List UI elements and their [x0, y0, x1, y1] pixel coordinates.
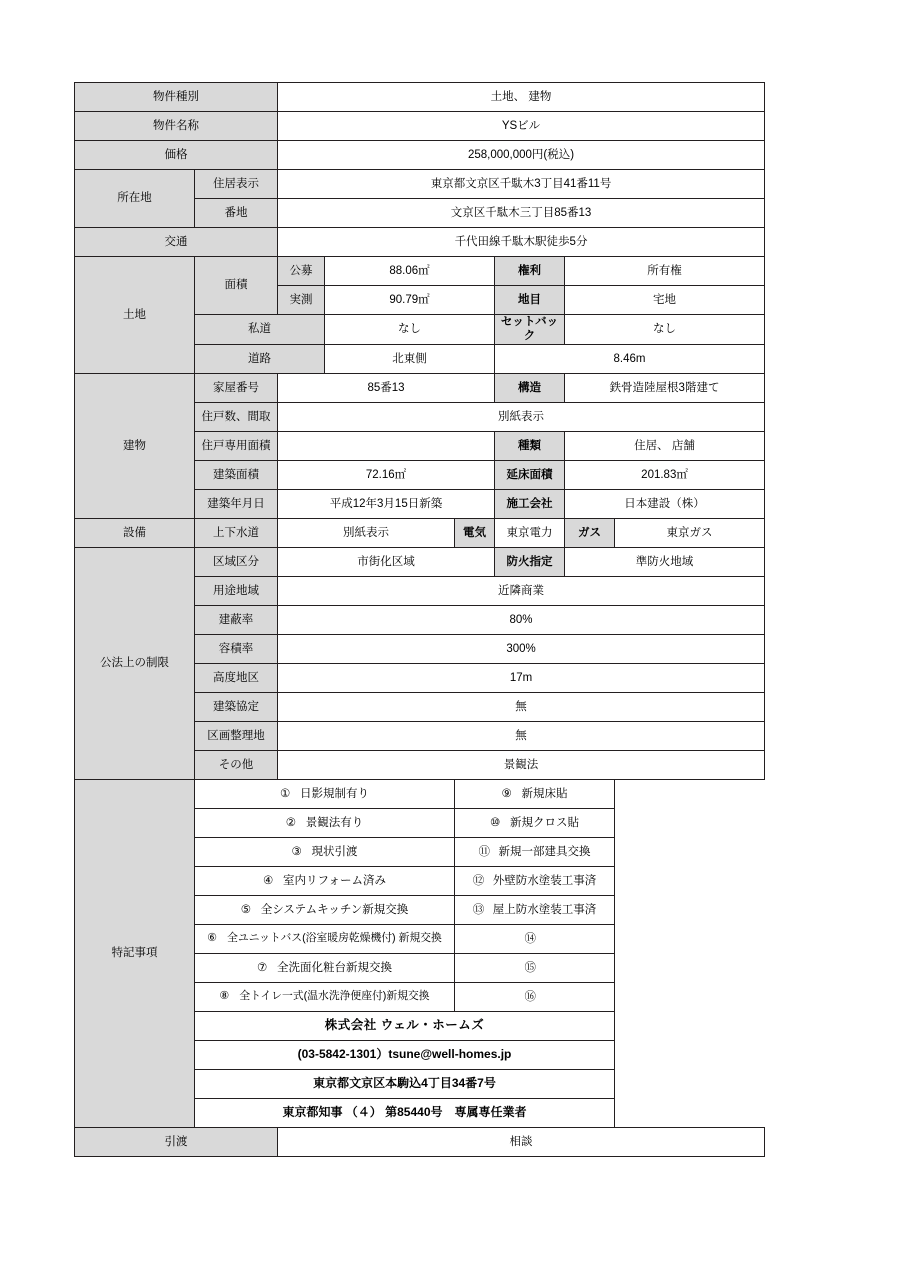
build-date-value: 平成12年3月15日新築 [278, 489, 495, 518]
note-number: ⑤ [240, 903, 252, 916]
company-address: 東京都文京区本駒込4丁目34番7号 [195, 1069, 615, 1098]
table-row [75, 779, 765, 808]
land-public-value: 88.06㎡ [325, 257, 495, 286]
residence-display-label: 住居表示 [195, 170, 278, 199]
private-road-value: なし [325, 315, 495, 345]
legal-label: 公法上の制限 [75, 547, 195, 779]
note-text: 景観法有り [305, 816, 364, 829]
property-type-label: 物件種別 [75, 83, 278, 112]
land-right-label: 権利 [495, 257, 565, 286]
lot-number-label: 番地 [195, 199, 278, 228]
note-item [195, 982, 455, 1011]
water-label: 上下水道 [195, 518, 278, 547]
land-label: 土地 [75, 257, 195, 374]
height-value: 17m [278, 663, 765, 692]
land-category-value: 宅地 [565, 286, 765, 315]
table-row [75, 112, 765, 141]
lot-number-value: 文京区千駄木三丁目85番13 [278, 199, 765, 228]
table-row [75, 518, 765, 547]
readjust-value: 無 [278, 721, 765, 750]
location-label: 所在地 [75, 170, 195, 228]
setback-value: なし [565, 315, 765, 345]
note-item [455, 866, 615, 895]
table-row [75, 547, 765, 576]
use-label: 用途地域 [195, 576, 278, 605]
kind-label: 種類 [495, 431, 565, 460]
note-number: ⑨ [501, 787, 512, 800]
land-category-label: 地目 [495, 286, 565, 315]
setback-label: セットバック [495, 315, 565, 345]
price-value: 258,000,000円(税込) [278, 141, 765, 170]
build-area-label: 建築面積 [195, 460, 278, 489]
note-item [455, 808, 615, 837]
note-item [195, 953, 455, 982]
note-number: ④ [263, 874, 274, 887]
transport-value: 千代田線千駄木駅徒歩5分 [278, 228, 765, 257]
note-item [455, 779, 615, 808]
note-text: 外壁防水塗装工事済 [492, 874, 597, 887]
note-item [195, 895, 455, 924]
note-number: ⑮ [524, 961, 536, 974]
note-text: 新規床貼 [521, 787, 568, 800]
far-value: 300% [278, 634, 765, 663]
exclusive-area-label: 住戸専用面積 [195, 431, 278, 460]
house-number-value: 85番13 [278, 373, 495, 402]
table-row [75, 228, 765, 257]
property-detail-table [74, 82, 765, 1157]
note-number: ⑥ [207, 932, 217, 944]
note-text: 全ユニットバス(浴室暖房乾燥機付) 新規交換 [227, 932, 442, 944]
note-item [195, 924, 455, 953]
note-text: 全トイレ一式(温水洗浄便座付)新規交換 [239, 990, 430, 1002]
zone-value: 市街化区域 [278, 547, 495, 576]
electric-label: 電気 [455, 518, 495, 547]
structure-label: 構造 [495, 373, 565, 402]
table-row [75, 83, 765, 112]
note-item [195, 837, 455, 866]
note-text: 屋上防水塗装工事済 [492, 903, 597, 916]
note-text: 日影規制有り [300, 787, 369, 800]
gas-value: 東京ガス [615, 518, 765, 547]
zone-label: 区域区分 [195, 547, 278, 576]
total-floor-label: 延床面積 [495, 460, 565, 489]
company-contact: (03-5842-1301）tsune@well-homes.jp [195, 1040, 615, 1069]
units-label: 住戸数、間取 [195, 402, 278, 431]
note-item [195, 779, 455, 808]
note-text: 全洗面化粧台新規交換 [277, 961, 392, 974]
note-text: 新規クロス貼 [510, 816, 579, 829]
fire-label: 防火指定 [495, 547, 565, 576]
fire-value: 準防火地域 [565, 547, 765, 576]
road-label: 道路 [195, 344, 325, 373]
build-area-value: 72.16㎡ [278, 460, 495, 489]
company-license: 東京都知事 （４） 第85440号 専属専任業者 [195, 1098, 615, 1127]
note-item [455, 837, 615, 866]
note-number: ⑪ [478, 845, 490, 858]
note-item [195, 808, 455, 837]
table-row [75, 257, 765, 286]
coverage-value: 80% [278, 605, 765, 634]
property-type-value: 土地、 建物 [278, 83, 765, 112]
land-right-value: 所有権 [565, 257, 765, 286]
note-text: 室内リフォーム済み [283, 874, 386, 887]
electric-value: 東京電力 [495, 518, 565, 547]
residence-display-value: 東京都文京区千駄木3丁目41番11号 [278, 170, 765, 199]
total-floor-value: 201.83㎡ [565, 460, 765, 489]
note-text: 全システムキッチン新規交換 [260, 903, 409, 916]
agreement-value: 無 [278, 692, 765, 721]
structure-value: 鉄骨造陸屋根3階建て [565, 373, 765, 402]
note-item [195, 866, 455, 895]
note-text: 現状引渡 [311, 845, 358, 858]
table-row [75, 373, 765, 402]
table-row [75, 1127, 765, 1156]
building-label: 建物 [75, 373, 195, 518]
water-value: 別紙表示 [278, 518, 455, 547]
delivery-label: 引渡 [75, 1127, 278, 1156]
road-side-value: 北東側 [325, 344, 495, 373]
land-area-label: 面積 [195, 257, 278, 315]
units-value: 別紙表示 [278, 402, 765, 431]
table-row [75, 141, 765, 170]
equipment-label: 設備 [75, 518, 195, 547]
notes-label: 特記事項 [75, 779, 195, 1127]
note-number: ② [285, 816, 297, 829]
other-label: その他 [195, 750, 278, 779]
table-row [75, 170, 765, 199]
agreement-label: 建築協定 [195, 692, 278, 721]
height-label: 高度地区 [195, 663, 278, 692]
build-date-label: 建築年月日 [195, 489, 278, 518]
note-number: ⑯ [524, 990, 536, 1003]
private-road-label: 私道 [195, 315, 325, 345]
note-item [455, 982, 615, 1011]
builder-value: 日本建設（株） [565, 489, 765, 518]
coverage-label: 建蔽率 [195, 605, 278, 634]
note-number: ③ [291, 845, 302, 858]
exclusive-area-value [278, 431, 495, 460]
note-number: ⑧ [219, 990, 230, 1002]
note-number: ⑬ [472, 903, 485, 916]
note-text: 新規一部建具交換 [498, 845, 591, 858]
house-number-label: 家屋番号 [195, 373, 278, 402]
kind-value: 住居、 店舗 [565, 431, 765, 460]
delivery-value: 相談 [278, 1127, 765, 1156]
builder-label: 施工会社 [495, 489, 565, 518]
transport-label: 交通 [75, 228, 278, 257]
land-measured-label: 実測 [278, 286, 325, 315]
note-item [455, 895, 615, 924]
property-name-label: 物件名称 [75, 112, 278, 141]
note-number: ⑦ [257, 961, 268, 974]
other-value: 景観法 [278, 750, 765, 779]
land-measured-value: 90.79㎡ [325, 286, 495, 315]
price-label: 価格 [75, 141, 278, 170]
use-value: 近隣商業 [278, 576, 765, 605]
readjust-label: 区画整理地 [195, 721, 278, 750]
note-item [455, 953, 615, 982]
note-number: ⑫ [472, 874, 485, 887]
far-label: 容積率 [195, 634, 278, 663]
company-name: 株式会社 ウェル・ホームズ [195, 1011, 615, 1040]
note-item [455, 924, 615, 953]
note-number: ① [280, 787, 291, 800]
note-number: ⑭ [524, 932, 536, 945]
property-name-value: YSビル [278, 112, 765, 141]
road-width-value: 8.46m [495, 344, 765, 373]
note-number: ⑩ [490, 816, 501, 829]
land-public-label: 公募 [278, 257, 325, 286]
gas-label: ガス [565, 518, 615, 547]
